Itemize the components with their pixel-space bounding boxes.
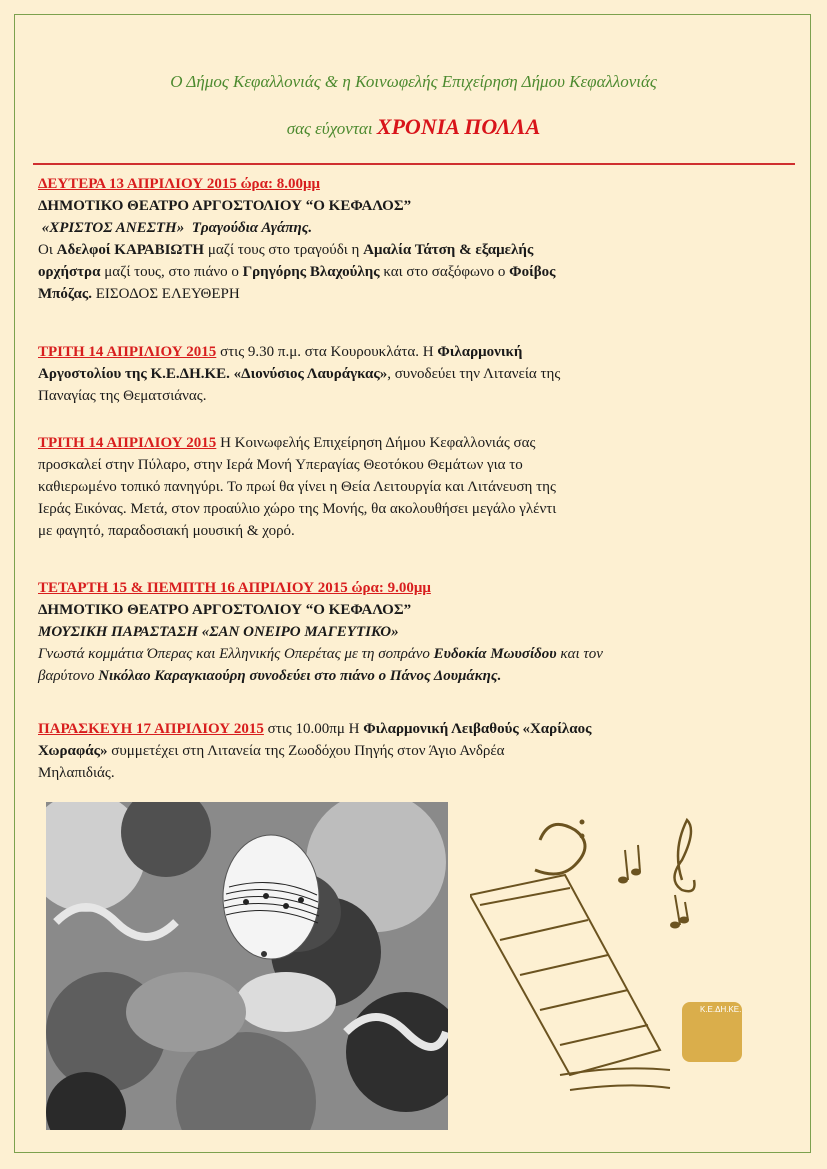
- easter-eggs-photo: [46, 802, 448, 1130]
- performer-name: Γρηγόρης Βλαχούλης: [242, 264, 380, 280]
- header-organizers: Ο Δήμος Κεφαλλονιάς & η Κοινωφελής Επιχείρηση Δήμου Κεφαλλονιάς: [170, 72, 657, 91]
- event-date: ΠΑΡΑΣΚΕΥΗ 17 ΑΠΡΙΛΙΟΥ 2015: [38, 721, 264, 737]
- event-text: Μηλαπιδιάς.: [38, 765, 115, 781]
- event-text: προσκαλεί στην Πύλαρο, στην Ιερά Μονή Υπεραγίας Θεοτόκου Θεμάτων για το: [38, 457, 523, 473]
- event-text: στις 10.00πμ Η: [263, 721, 364, 737]
- event-date: ΤΡΙΤΗ 14 ΑΠΡΙΛΙΟΥ 2015: [38, 344, 217, 360]
- performer-name: Αδελφοί ΚΑΡΑΒΙΩΤΗ: [56, 242, 205, 258]
- band-name: Φιλαρμονική: [437, 344, 523, 360]
- event-text: μαζί τους στο τραγούδι η: [204, 242, 364, 258]
- event-text: συμμετέχει στη Λιτανεία της Ζωοδόχου Πηγής στον Άγιο Ανδρέα: [107, 743, 505, 759]
- band-name: Χωραφάς»: [38, 743, 108, 759]
- event-2: [38, 341, 790, 407]
- performer-name: Νικόλαο Καραγκιαούρη συνοδεύει στο πιάνο ο Πάνος Δουμάκης.: [98, 668, 502, 684]
- event-text: ορχήστρα: [38, 264, 101, 280]
- header-prefix: σας εύχονται: [286, 119, 373, 138]
- event-title: ΜΟΥΣΙΚΗ ΠΑΡΑΣΤΑΣΗ «ΣΑΝ ΟΝΕΙΡΟ ΜΑΓΕΥΤΙΚΟ»: [38, 624, 399, 640]
- event-text: καθιερωμένο τοπικό πανηγύρι. Το πρωί θα γίνει η Θεία Λειτουργία και Λιτάνευση της: [38, 479, 556, 495]
- event-date: ΔΕΥΤΕΡΑ 13 ΑΠΡΙΛΙΟΥ 2015 ώρα: 8.00μμ: [38, 176, 320, 192]
- event-text: , συνοδεύει την Λιτανεία της: [387, 366, 561, 382]
- performer-name: Μπόζας.: [38, 286, 93, 302]
- logo-text: Κ.Ε.ΔΗ.ΚΕ.: [700, 1005, 742, 1014]
- event-venue: ΔΗΜΟΤΙΚΟ ΘΕΑΤΡΟ ΑΡΓΟΣΤΟΛΙΟΥ “Ο ΚΕΦΑΛΟΣ”: [38, 602, 412, 618]
- band-name: Φιλαρμονική Λειβαθούς «Χαρίλαος: [363, 721, 592, 737]
- event-5: [38, 718, 790, 784]
- event-text: στις 9.30 π.μ. στα Κουρουκλάτα. Η: [216, 344, 438, 360]
- event-text: Οι: [38, 242, 57, 258]
- event-text: Παναγίας της Θεματσιάνας.: [38, 388, 207, 404]
- header-line-1: [0, 72, 827, 92]
- event-text: Η Κοινωφελής Επιχείρηση Δήμου Κεφαλλονιάς σας: [216, 435, 536, 451]
- event-text: Ιεράς Εικόνας. Μετά, στον προαύλιο χώρο της Μονής, θα ακολουθήσει μεγάλο γλέντι: [38, 501, 557, 517]
- event-title-sub: Τραγούδια Αγάπης.: [191, 220, 313, 236]
- free-entry: ΕΙΣΟΔΟΣ ΕΛΕΥΘΕΡΗ: [92, 286, 240, 302]
- event-title: «ΧΡΙΣΤΟΣ ΑΝΕΣΤΗ»: [41, 220, 185, 236]
- performer-name: Ευδοκία Μωυσίδου: [433, 646, 557, 662]
- egg-with-music-notes: [223, 835, 319, 959]
- header-wish: ΧΡΟΝΙΑ ΠΟΛΛΑ: [376, 114, 541, 139]
- event-date: ΤΕΤΑΡΤΗ 15 & ΠΕΜΠΤΗ 16 ΑΠΡΙΛΙΟΥ 2015 ώρα: 9.00μμ: [38, 580, 431, 596]
- event-text: βαρύτονο: [38, 668, 99, 684]
- event-date: ΤΡΙΤΗ 14 ΑΠΡΙΛΙΟΥ 2015: [38, 435, 217, 451]
- event-text: μαζί τους, στο πιάνο ο: [100, 264, 243, 280]
- event-text: και στο σαξόφωνο ο: [379, 264, 510, 280]
- event-4: [38, 577, 790, 687]
- performer-name: Αμαλία Τάτση & εξαμελής: [363, 242, 534, 258]
- performer-name: Φοίβος: [509, 264, 556, 280]
- event-text: με φαγητό, παραδοσιακή μουσική & χορό.: [38, 523, 295, 539]
- event-3: [38, 432, 790, 542]
- divider-line: [33, 163, 795, 165]
- event-text: Γνωστά κομμάτια Όπερας και Ελληνικής Οπερέτας με τη σοπράνο: [38, 646, 434, 662]
- header-line-2: [0, 114, 827, 140]
- piano-keys: [470, 875, 670, 1090]
- band-name: Αργοστολίου της Κ.Ε.ΔΗ.ΚΕ. «Διονύσιος Λαυράγκας»: [38, 366, 388, 382]
- event-venue: ΔΗΜΟΤΙΚΟ ΘΕΑΤΡΟ ΑΡΓΟΣΤΟΛΙΟΥ “Ο ΚΕΦΑΛΟΣ”: [38, 198, 412, 214]
- event-1: [38, 173, 790, 305]
- event-text: και τον: [556, 646, 603, 662]
